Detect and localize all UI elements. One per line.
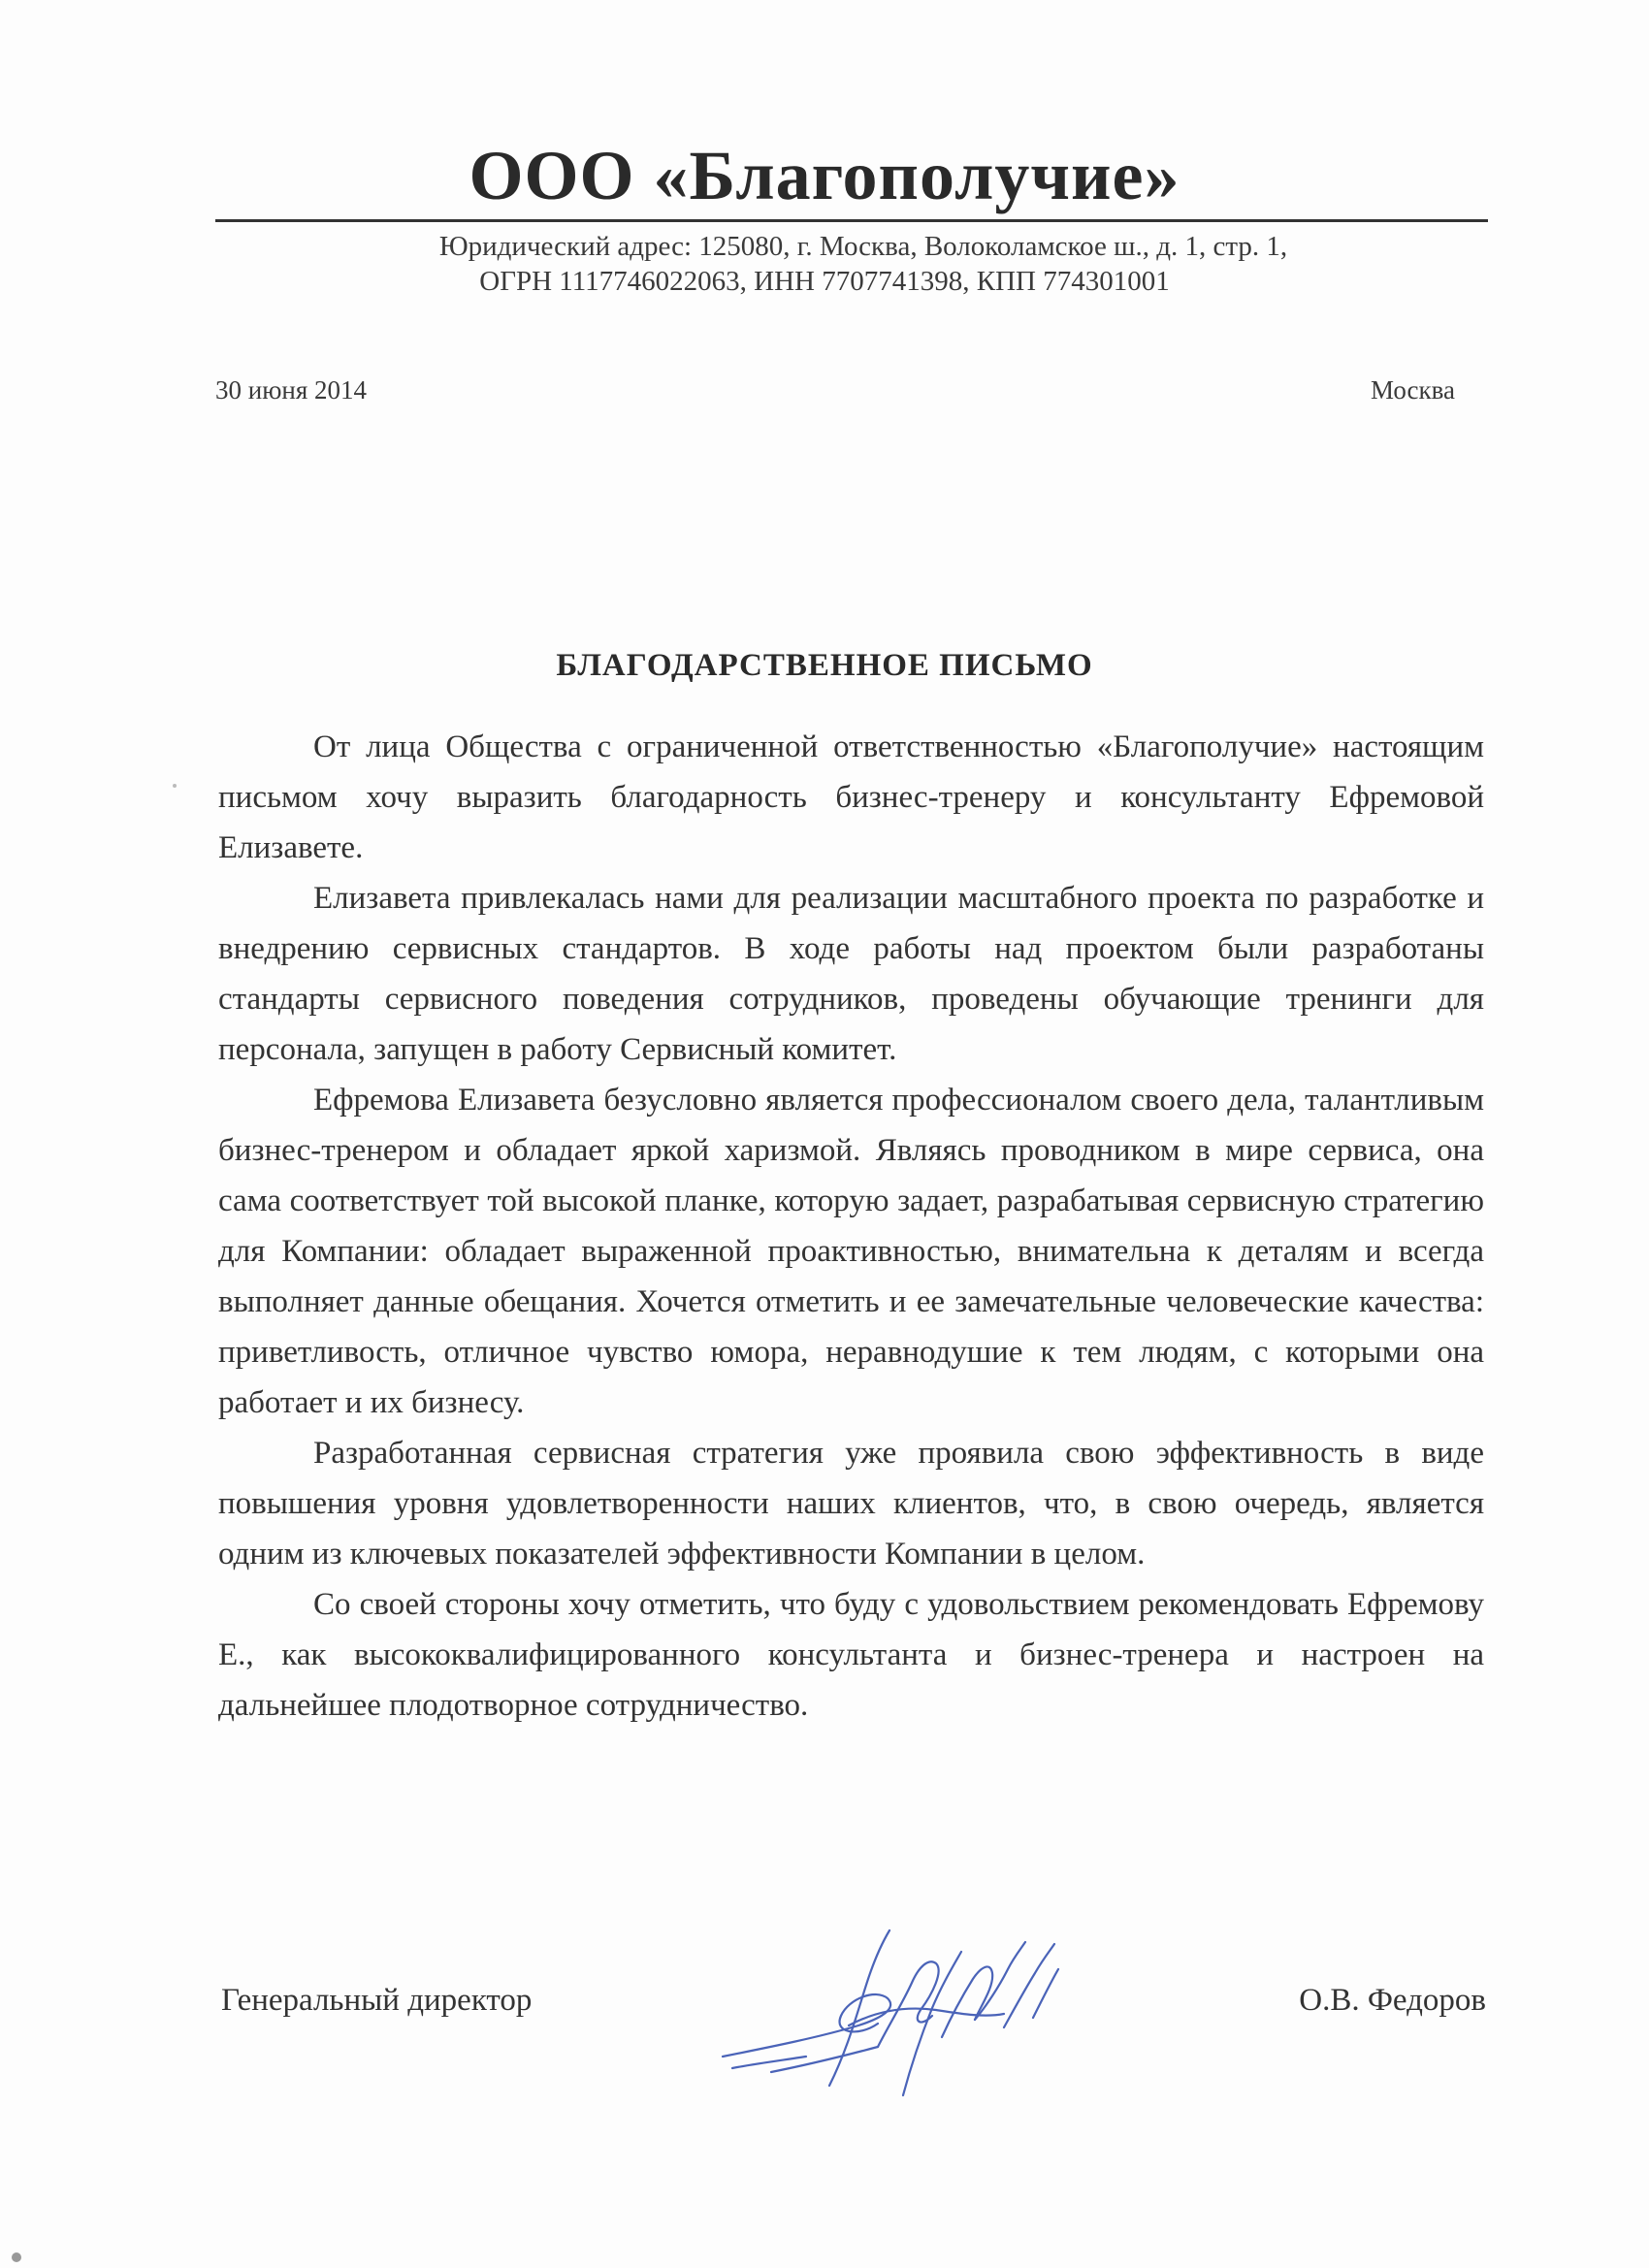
paragraph: От лица Общества с ограниченной ответственностью «Благополучие» настоящим письмом хочу выразить благодарность бизнес-тренеру и консультанту Ефремовой Елизавете.	[218, 729, 1484, 865]
paragraph: Елизавета привлекалась нами для реализации масштабного проекта по разработке и внедрению сервисных стандартов. В ходе работы над проектом были разработаны стандарты сервисного поведения сотрудников, проведены обучающие тренинги для персонала, запущен в работу Сервисный комитет.	[218, 881, 1484, 1067]
scan-speck	[12, 2252, 21, 2262]
header-divider	[215, 219, 1488, 222]
signer-position: Генеральный директор	[221, 1983, 533, 2018]
scan-speck	[173, 784, 177, 788]
letter-city: Москва	[1371, 375, 1455, 405]
letter-body	[218, 722, 1484, 1731]
document-title: БЛАГОДАРСТВЕННОЕ ПИСЬМО	[556, 648, 1093, 683]
signer-name: О.В. Федоров	[1299, 1983, 1486, 2018]
company-name: ООО «Благополучие»	[469, 137, 1180, 214]
paragraph: Со своей стороны хочу отметить, что буду с удовольствием рекомендовать Ефремову Е., как высококвалифицированного консультанта и бизнес-тренера и настроен на дальнейшее плодотворное сотрудничество.	[218, 1587, 1484, 1723]
legal-address: Юридический адрес: 125080, г. Москва, Волоколамское ш., д. 1, стр. 1,	[438, 231, 1288, 262]
handwritten-signature	[713, 1901, 1082, 2115]
paragraph: Ефремова Елизавета безусловно является профессионалом своего дела, талантливым бизнес-тренером и обладает яркой харизмой. Являясь проводником в мире сервиса, она сама соответствует той высокой планке, которую задает, разрабатывая сервисную стратегию для Компании: обладает выраженной проактивностью, внимательна к деталям и всегда выполняет данные обещания. Хочется отметить и ее замечательные человеческие качества: приветливость, отличное чувство юмора, неравнодушие к тем людям, с которыми она работает и их бизнесу.	[218, 1083, 1484, 1420]
registration-numbers: ОГРН 1117746022063, ИНН 7707741398, КПП 774301001	[479, 266, 1170, 297]
letter-date: 30 июня 2014	[215, 375, 367, 405]
paragraph: Разработанная сервисная стратегия уже проявила свою эффективность в виде повышения уровня удовлетворенности наших клиентов, что, в свою очередь, является одним из ключевых показателей эффективности Компании в целом.	[218, 1436, 1484, 1571]
